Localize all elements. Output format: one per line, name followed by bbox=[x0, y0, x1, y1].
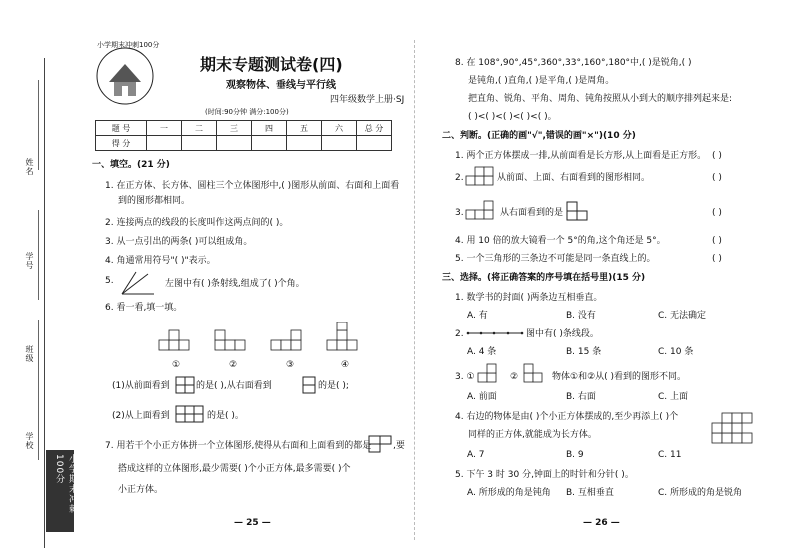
choice-5-c[interactable]: C. 所形成的角是锐角 bbox=[658, 488, 743, 498]
judge-2-number: 2. bbox=[455, 173, 464, 183]
fig-label-3: ③ bbox=[286, 360, 295, 370]
page-number-left: — 25 — bbox=[234, 518, 271, 528]
segment-figure bbox=[466, 328, 524, 338]
logo-text: 小学期末冲刺100分 bbox=[97, 41, 160, 49]
judge-2-answer[interactable]: ( ) bbox=[712, 173, 722, 183]
cubes-figure-j2 bbox=[464, 162, 496, 190]
cubes-figure-c4 bbox=[710, 405, 756, 447]
section-judge: 二、判断。(正确的画"√",错误的画"×")(10 分) bbox=[442, 131, 636, 141]
choice-2-c[interactable]: C. 10 条 bbox=[658, 347, 694, 357]
q6-sub1-b: 的是( ),从右面看到 bbox=[196, 381, 272, 391]
q4: 4. 角通常用符号"( )"表示。 bbox=[105, 256, 216, 266]
q7-line1-end: ,要 bbox=[393, 441, 405, 451]
score-cell: 三 bbox=[217, 121, 252, 136]
judge-4-answer[interactable]: ( ) bbox=[712, 236, 722, 246]
choice-3-label-2: ② bbox=[510, 372, 519, 382]
score-cell: 二 bbox=[182, 121, 217, 136]
q8-line2: 是钝角,( )直角,( )是平角,( )是周角。 bbox=[468, 76, 615, 86]
q7-line2: 搭成这样的立体图形,最少需要( )个小正方体,最多需要( )个 bbox=[118, 464, 351, 474]
score-input[interactable] bbox=[182, 136, 217, 151]
page-divider bbox=[414, 40, 415, 540]
q5-number: 5. bbox=[105, 276, 114, 286]
exam-subtitle: 观察物体、垂线与平行线 bbox=[226, 80, 336, 91]
section-fill: 一、填空。(21 分) bbox=[92, 160, 170, 170]
score-cell: 六 bbox=[322, 121, 357, 136]
score-input[interactable] bbox=[217, 136, 252, 151]
q6-sub2-b: 的是( )。 bbox=[207, 411, 244, 421]
view-figure-b bbox=[302, 376, 316, 394]
student-number-label: 学号 bbox=[25, 252, 34, 270]
time-score-label: (时间:90分钟 满分:100分) bbox=[205, 108, 289, 116]
choice-3: 物体①和②从( )看到的图形不同。 bbox=[552, 372, 687, 382]
cube-figures-q6 bbox=[155, 322, 370, 360]
name-label: 姓名 bbox=[25, 158, 34, 176]
score-cell: 四 bbox=[252, 121, 287, 136]
q3: 3. 从一点引出的两条( )可以组成角。 bbox=[105, 237, 253, 247]
q8-line1: 8. 在 108°,90°,45°,360°,33°,160°,180°中,( )是锐角,( ) bbox=[455, 58, 692, 68]
score-cell: 一 bbox=[147, 121, 182, 136]
number-line bbox=[38, 210, 39, 300]
choice-5-a[interactable]: A. 所形成的角是钝角 bbox=[467, 488, 551, 498]
view-figure-c bbox=[175, 405, 205, 423]
view-figure-j3 bbox=[566, 201, 590, 221]
choice-1-b[interactable]: B. 没有 bbox=[566, 311, 596, 321]
q1-line2: 到的图形都相同。 bbox=[118, 196, 191, 206]
score-cell: 五 bbox=[287, 121, 322, 136]
choice-2-number: 2. bbox=[455, 329, 464, 339]
q6: 6. 看一看,填一填。 bbox=[105, 303, 183, 313]
judge-3-answer[interactable]: ( ) bbox=[712, 208, 722, 218]
choice-1-c[interactable]: C. 无法确定 bbox=[658, 311, 707, 321]
score-input[interactable] bbox=[252, 136, 287, 151]
fig-label-2: ② bbox=[229, 360, 238, 370]
score-value-row bbox=[96, 136, 392, 151]
choice-2: 图中有( )条线段。 bbox=[526, 329, 599, 339]
choice-1-a[interactable]: A. 有 bbox=[467, 311, 488, 321]
judge-3: 从右面看到的是 bbox=[500, 208, 564, 218]
choice-5-b[interactable]: B. 互相垂直 bbox=[566, 488, 614, 498]
choice-4-b[interactable]: B. 9 bbox=[566, 450, 584, 460]
grade-label: 四年级数学上册·SJ bbox=[330, 95, 405, 105]
q8-line3: 把直角、锐角、平角、周角、钝角按照从小到大的顺序排列起来是: bbox=[468, 94, 733, 104]
class-line bbox=[38, 320, 39, 410]
section-choice: 三、选择。(将正确答案的序号填在括号里)(15 分) bbox=[442, 273, 646, 283]
q8-line4: ( )<( )<( )<( )<( )。 bbox=[468, 112, 557, 122]
name-line bbox=[38, 80, 39, 170]
judge-5-answer[interactable]: ( ) bbox=[712, 254, 722, 264]
cubes-figure-c3-1 bbox=[476, 360, 504, 386]
fig-label-1: ① bbox=[172, 360, 181, 370]
rays-figure bbox=[118, 270, 158, 298]
choice-1: 1. 数学书的封面( )两条边互相垂直。 bbox=[455, 293, 603, 303]
q7-line1: 7. 用若干个小正方体拼一个立体图形,使得从右面和上面看到的都是 bbox=[105, 441, 372, 451]
score-cell: 总 分 bbox=[357, 121, 392, 136]
q5-text: 左图中有( )条射线,组成了( )个角。 bbox=[165, 279, 305, 289]
judge-2: 从前面、上面、右面看到的图形相同。 bbox=[497, 173, 651, 183]
view-figure-d bbox=[368, 435, 392, 453]
class-label: 班级 bbox=[25, 345, 34, 363]
score-input[interactable] bbox=[287, 136, 322, 151]
q6-sub1-c: 的是( ); bbox=[318, 381, 349, 391]
q6-sub1-a: (1)从前面看到 bbox=[112, 381, 170, 391]
score-table bbox=[95, 120, 392, 151]
q7-line3: 小正方体。 bbox=[118, 485, 164, 495]
side-brand-box bbox=[46, 450, 77, 532]
school-label: 学校 bbox=[25, 432, 34, 450]
q6-sub2-a: (2)从上面看到 bbox=[112, 411, 170, 421]
judge-1-answer[interactable]: ( ) bbox=[712, 151, 722, 161]
cubes-figure-j3 bbox=[464, 196, 502, 224]
house-logo-icon bbox=[95, 46, 155, 106]
choice-3-a[interactable]: A. 前面 bbox=[467, 392, 497, 402]
choice-2-a[interactable]: A. 4 条 bbox=[467, 347, 497, 357]
choice-3-label-1: 3. ① bbox=[455, 372, 475, 382]
choice-2-b[interactable]: B. 15 条 bbox=[566, 347, 602, 357]
school-line bbox=[38, 410, 39, 460]
score-input[interactable] bbox=[147, 136, 182, 151]
q2: 2. 连接两点的线段的长度叫作这两点间的( )。 bbox=[105, 218, 289, 228]
side-brand-text: 小学期末冲刺100分 bbox=[54, 454, 77, 514]
judge-3-number: 3. bbox=[455, 208, 464, 218]
exam-title: 期末专题测试卷(四) bbox=[200, 55, 343, 74]
q1-line1: 1. 在正方体、长方体、圆柱三个立体图形中,( )图形从前面、右面和上面看 bbox=[105, 181, 400, 191]
binding-strip bbox=[22, 58, 45, 548]
score-input[interactable] bbox=[322, 136, 357, 151]
judge-5: 5. 一个三角形的三条边不可能是同一条直线上的。 bbox=[455, 254, 656, 264]
choice-5: 5. 下午 3 时 30 分,钟面上的时针和分针( )。 bbox=[455, 470, 634, 480]
score-header-row bbox=[96, 121, 392, 136]
page-number-right: — 26 — bbox=[583, 518, 620, 528]
cubes-figure-c3-2 bbox=[522, 360, 550, 386]
choice-4-a[interactable]: A. 7 bbox=[467, 450, 485, 460]
choice-4-line2: 同样的正方体,就能成为长方体。 bbox=[468, 430, 597, 440]
judge-4: 4. 用 10 倍的放大镜看一个 5°的角,这个角还是 5°。 bbox=[455, 236, 666, 246]
choice-3-b[interactable]: B. 右面 bbox=[566, 392, 596, 402]
series-logo bbox=[95, 46, 155, 106]
view-figure-a bbox=[175, 376, 195, 394]
choice-4-line1: 4. 右边的物体是由( )个小正方体摆成的,至少再添上( )个 bbox=[455, 412, 679, 422]
choice-4-c[interactable]: C. 11 bbox=[658, 450, 682, 460]
judge-1: 1. 两个正方体摆成一排,从前面看是长方形,从上面看是正方形。 bbox=[455, 151, 707, 161]
score-cell: 题 号 bbox=[96, 121, 147, 136]
score-cell: 得 分 bbox=[96, 136, 147, 151]
score-input[interactable] bbox=[357, 136, 392, 151]
choice-3-c[interactable]: C. 上面 bbox=[658, 392, 689, 402]
fig-label-4: ④ bbox=[341, 360, 350, 370]
